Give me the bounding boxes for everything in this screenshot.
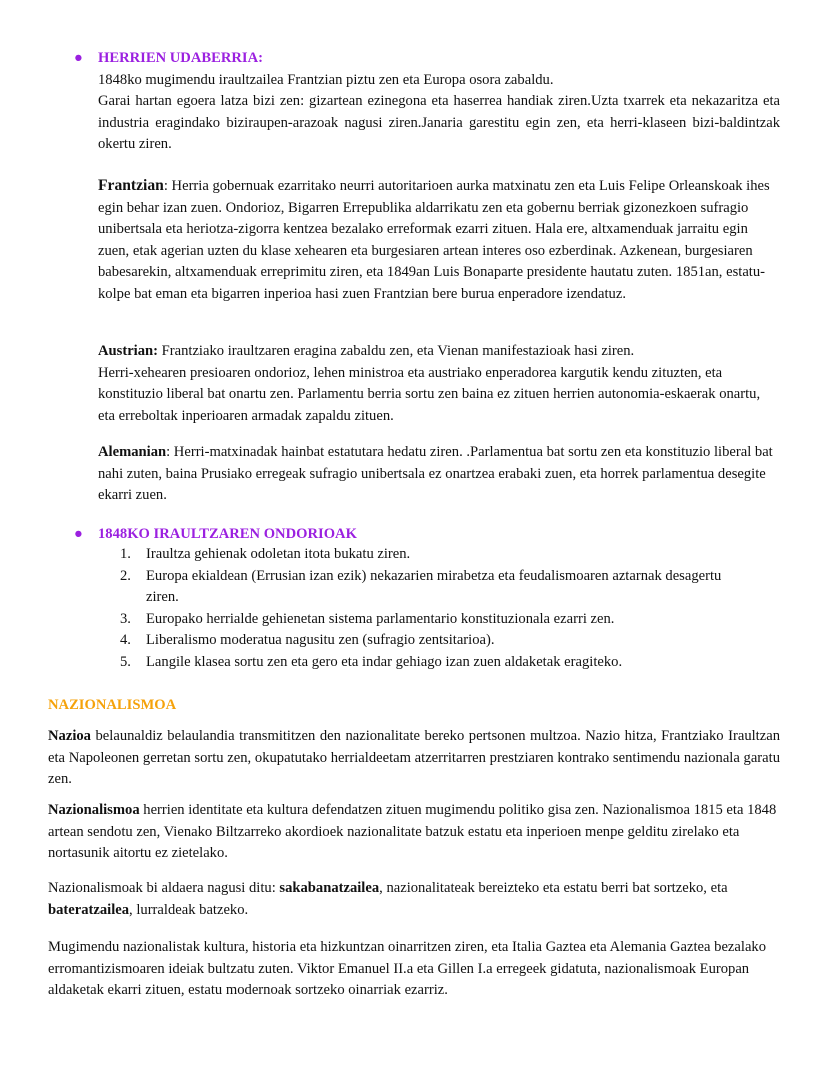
- nazionalismoa-heading: NAZIONALISMOA: [48, 697, 177, 713]
- list-item: 5. Langile klasea sortu zen eta gero eta indar gehiago izan zuen aldaketak eragiteko.: [120, 653, 623, 670]
- list-item: 1. Iraultza gehienak odoletan itota bukatu ziren.: [120, 546, 411, 562]
- frantzian-text: : Herria gobernuak ezarritako neurri autoritarioen aurka matxinatu zen eta Luis Felipe Orleanskoak ihes egin behar izan zuen. Ondorioz, Bigarren Errepublika aldarrikatu zen eta gobernu berriak gizonezkoen sufragio unibertsala eta heriotza-zigorra kentzea bezalako erreformak ezarri zituen. Hala ere, altxamenduak jarraitu egin zuen, etak agerian uzten du klase xehearen eta burgesiaren artean interes oso ezberdinak. Azkenean, burgesiaren babesarekin, altxamenduak erreprimitu ziren, eta 1849an Luis Bonaparte presidente hautatu zuten. 1851an, estatu-kolpe bat eman eta bigarren inperioa hasi zuen Frantzian bere burua enperadore izendatuz.: [98, 178, 770, 302]
- ondorioak-list: [98, 544, 738, 673]
- austrian-text: Frantziako iraultzaren eragina zabaldu zen, eta Vienan manifestazioak hasi ziren.: [158, 343, 635, 359]
- austrian-text-2: Herri-xehearen presioaren ondorioz, lehen ministroa eta austriako enperadorea kargutik kendu zituzten, eta konstituzio liberal bat onartu zen. Parlamentu berria sortu zen baina ez zituen herrien autonomia-eskaerak onartu, eta erreboltak inperioaren armadak zapaldu zituen.: [98, 364, 761, 424]
- intro-paragraph: Garai hartan egoera latza bizi zen: gizartean ezinegona eta haserrea handiak ziren.Uzta txarrek eta nekazaritza eta industria eragindako biziraupen-arazoak nagusi ziren.Janaria garestitu egin zen, eta herri-klaseen bizi-baldintzak okertu ziren.: [98, 93, 780, 152]
- bullet-icon: ●: [74, 50, 83, 66]
- nazionalismoa-text: herrien identitate eta kultura defendatzen zituen mugimendu politiko gisa zen. Nazionalismoa 1815 eta 1848 artean sendotu zen, Vienako Biltzarreko akordioek nazionalitate batzuk estatu eta inperioen menpe gelditu zirelako eta nortasunik aitortu ez zietelako.: [48, 802, 777, 861]
- alemanian-label: Alemanian: [98, 444, 167, 460]
- nazioa-paragraph: [48, 726, 780, 791]
- alemanian-text: : Herri-matxinadak hainbat estatutara hedatu ziren. .Parlamentua bat sortu zen eta konstituzio liberal bat nahi zuten, baina Prusiako erregeak sufragio unibertsala ez onartzea erabaki zuen, eta horrek parlamentua desegite ekarri zuen.: [98, 444, 773, 503]
- frantzian-label: Frantzian: [98, 177, 164, 194]
- sakabanatzailea-term: sakabanatzailea: [279, 880, 380, 896]
- list-item: 3. Europako herrialde gehienetan sistema parlamentario konstituzionala ezarri zen.: [120, 610, 615, 627]
- aldaerak-paragraph: Nazionalismoak bi aldaera nagusi ditu: sakabanatzailea, nazionalitateak bereizteko eta estatu berri bat sortzeko, eta bateratzailea, lurraldeak batzeko.: [48, 880, 728, 918]
- nazionalismoa-paragraph: [48, 800, 780, 865]
- bateratzailea-term: bateratzailea: [48, 901, 130, 918]
- frantzian-paragraph: [98, 175, 780, 305]
- alemanian-paragraph: [98, 442, 780, 507]
- austrian-paragraph: [98, 341, 780, 427]
- herrien-udaberria-heading: [74, 48, 263, 70]
- heading-text: HERRIEN UDABERRIA:: [98, 50, 264, 66]
- ondorioak-heading: [74, 524, 357, 546]
- nazioa-text: belaunaldiz belaulandia transmititzen den nazionalitate bereko pertsonen multzoa. Nazio hitza, Frantziako Iraultzan eta Napoleonen gerretan sortu zen, okupatutako herrialdeetam atzerritarren prestziaren kontrako sentimendu nazionala garatu zen.: [48, 728, 780, 787]
- heading-text: 1848KO IRAULTZAREN ONDORIOAK: [98, 526, 357, 542]
- mugimendu-paragraph: Mugimendu nazionalistak kultura, historia eta hizkuntzan oinarritzen ziren, eta Italia Gaztea eta Alemania Gaztea bezalako erromantizismoaren ideiak bultzatu zuten. Viktor Emanuel II.a eta Gillen I.a erregeek gidatuta, nazionalismoak Europan aldaketak ekarri zituen, estatu modernoak sortzeko oinarriak ezarriz.: [48, 939, 767, 998]
- nazionalismoa-label: Nazionalismoa: [48, 802, 140, 818]
- nazioa-label: Nazioa: [48, 728, 91, 744]
- list-item: 4. Liberalismo moderatua nagusitu zen (sufragio zentsitarioa).: [120, 632, 495, 648]
- austrian-label: Austrian:: [98, 343, 158, 359]
- bullet-icon: ●: [74, 526, 83, 542]
- list-item: 2. Europa ekialdean (Errusian izan ezik) nekazarien mirabetza eta feudalismoaren aztarnak desagertu ziren.: [120, 567, 722, 605]
- intro-line: 1848ko mugimendu iraultzailea Frantzian piztu zen eta Europa osora zabaldu.: [98, 72, 554, 88]
